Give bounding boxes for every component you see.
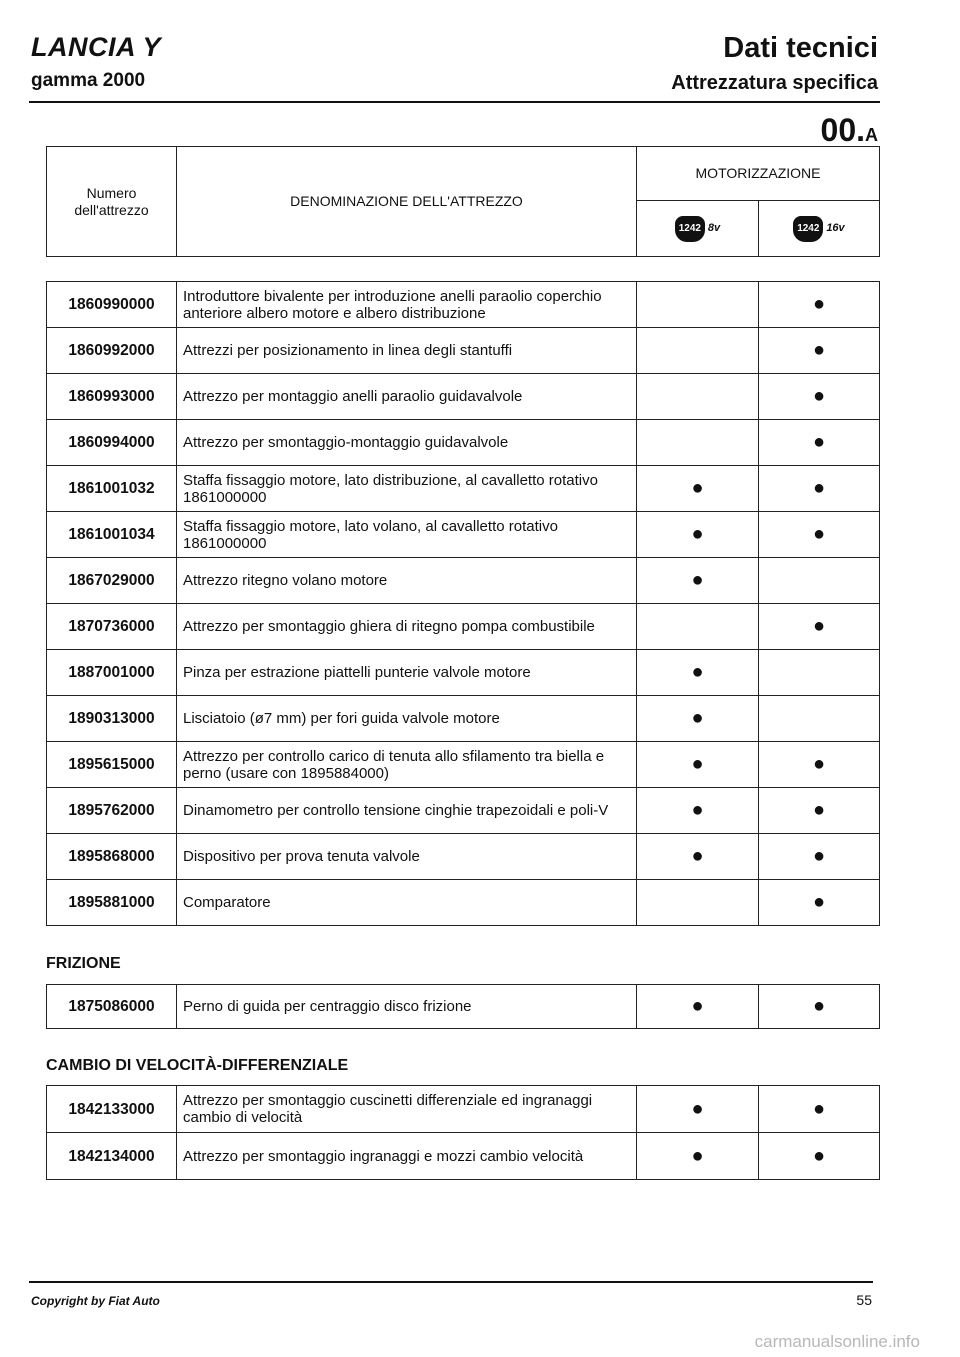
tool-description: Attrezzo ritegno volano motore xyxy=(177,558,637,604)
tool-description: Attrezzi per posizionamento in linea degli stantuffi xyxy=(177,328,637,374)
tool-description: Staffa fissaggio motore, lato volano, al cavalletto rotativo 1861000000 xyxy=(177,512,637,558)
engine-16v-mark: ● xyxy=(759,420,880,466)
table-row xyxy=(47,985,880,1029)
tool-number: 1860994000 xyxy=(47,420,177,466)
tool-description: Introduttore bivalente per introduzione anelli paraolio coperchio anteriore albero motore e albero distribuzione xyxy=(177,282,637,328)
tool-description: Perno di guida per centraggio disco frizione xyxy=(177,985,637,1029)
table-row xyxy=(47,466,880,512)
engine-8v-mark: ● xyxy=(637,788,759,834)
table-row xyxy=(47,742,880,788)
engine-8v-mark: ● xyxy=(637,650,759,696)
tool-number: 1890313000 xyxy=(47,696,177,742)
tool-number: 1860993000 xyxy=(47,374,177,420)
section-frizione-title: FRIZIONE xyxy=(46,955,121,972)
model-range: gamma 2000 xyxy=(31,70,146,91)
tool-number: 1861001032 xyxy=(47,466,177,512)
tool-number: 1895881000 xyxy=(47,880,177,926)
footer-rule xyxy=(29,1281,873,1283)
engine-8v-mark xyxy=(637,880,759,926)
engine-icon: 1242 xyxy=(675,216,705,242)
engine-8v-mark: ● xyxy=(637,466,759,512)
tool-description: Lisciatoio (ø7 mm) per fori guida valvole motore xyxy=(177,696,637,742)
engine-8v-mark: ● xyxy=(637,1133,759,1180)
tool-description: Attrezzo per smontaggio cuscinetti differenziale ed ingranaggi cambio di velocità xyxy=(177,1086,637,1133)
engine-8v-label: 8v xyxy=(707,222,721,234)
tool-number: 1842134000 xyxy=(47,1133,177,1180)
table-row xyxy=(47,558,880,604)
tool-number: 1842133000 xyxy=(47,1086,177,1133)
page-subtitle: Attrezzatura specifica xyxy=(671,72,878,94)
engine-16v-mark: ● xyxy=(759,985,880,1029)
engine-8v-mark xyxy=(637,604,759,650)
engine-8v-mark: ● xyxy=(637,1086,759,1133)
engine-8v-mark: ● xyxy=(637,512,759,558)
tool-number: 1861001034 xyxy=(47,512,177,558)
table-header xyxy=(46,146,880,257)
engine-16v-label: 16v xyxy=(826,222,845,234)
section-code xyxy=(821,112,878,149)
table-row xyxy=(47,1133,880,1180)
tool-description: Pinza per estrazione piattelli punterie valvole motore xyxy=(177,650,637,696)
engine-16v-header xyxy=(759,201,880,257)
engine-16v-mark: ● xyxy=(759,834,880,880)
tool-number: 1867029000 xyxy=(47,558,177,604)
table-row xyxy=(47,788,880,834)
engine-8v-mark xyxy=(637,328,759,374)
tool-description: Dispositivo per prova tenuta valvole xyxy=(177,834,637,880)
engine-16v-mark: ● xyxy=(759,328,880,374)
engine-8v-mark: ● xyxy=(637,985,759,1029)
table-row xyxy=(47,696,880,742)
engine-16v-mark: ● xyxy=(759,742,880,788)
tool-description: Attrezzo per smontaggio-montaggio guidavalvole xyxy=(177,420,637,466)
engine-8v-header xyxy=(637,201,759,257)
tool-description: Attrezzo per smontaggio ghiera di ritegno pompa combustibile xyxy=(177,604,637,650)
section-code-suffix: A xyxy=(865,125,878,145)
copyright: Copyright by Fiat Auto xyxy=(31,1294,160,1308)
engine-16v-mark xyxy=(759,558,880,604)
section-code-number: 00. xyxy=(820,112,865,148)
engine-16v-mark: ● xyxy=(759,788,880,834)
engine-8v-mark xyxy=(637,282,759,328)
tool-number: 1895615000 xyxy=(47,742,177,788)
page-title: Dati tecnici xyxy=(723,32,878,64)
tool-number: 1875086000 xyxy=(47,985,177,1029)
engine-16v-mark xyxy=(759,650,880,696)
brand-title: LANCIA Y xyxy=(31,32,162,62)
engine-16v-mark: ● xyxy=(759,880,880,926)
tool-description: Attrezzo per smontaggio ingranaggi e mozzi cambio velocità xyxy=(177,1133,637,1180)
engine-8v-mark: ● xyxy=(637,558,759,604)
table-row xyxy=(47,834,880,880)
tool-description: Dinamometro per controllo tensione cinghie trapezoidali e poli-V xyxy=(177,788,637,834)
col-engine-header: MOTORIZZAZIONE xyxy=(637,147,880,201)
engine-8v-mark: ● xyxy=(637,834,759,880)
section-cambio-title: CAMBIO DI VELOCITÀ-DIFFERENZIALE xyxy=(46,1057,349,1074)
tool-number: 1887001000 xyxy=(47,650,177,696)
tool-number: 1895762000 xyxy=(47,788,177,834)
frizione-table xyxy=(46,984,880,1029)
tool-number: 1860992000 xyxy=(47,328,177,374)
table-row xyxy=(47,374,880,420)
table-row xyxy=(47,512,880,558)
engine-8v-mark: ● xyxy=(637,696,759,742)
table-row xyxy=(47,282,880,328)
engine-16v-mark: ● xyxy=(759,466,880,512)
col-name-header: DENOMINAZIONE DELL'ATTREZZO xyxy=(177,147,637,257)
engine-8v-mark xyxy=(637,420,759,466)
tool-description: Staffa fissaggio motore, lato distribuzione, al cavalletto rotativo 1861000000 xyxy=(177,466,637,512)
engine-16v-mark: ● xyxy=(759,282,880,328)
tool-number: 1895868000 xyxy=(47,834,177,880)
header-rule xyxy=(29,101,880,103)
table-row xyxy=(47,604,880,650)
tool-description: Comparatore xyxy=(177,880,637,926)
engine-8v-mark: ● xyxy=(637,742,759,788)
page-number: 55 xyxy=(856,1292,872,1308)
table-row xyxy=(47,328,880,374)
table-row xyxy=(47,1086,880,1133)
tool-number: 1870736000 xyxy=(47,604,177,650)
tool-number: 1860990000 xyxy=(47,282,177,328)
tool-description: Attrezzo per montaggio anelli paraolio guidavalvole xyxy=(177,374,637,420)
engine-16v-mark: ● xyxy=(759,1133,880,1180)
tool-description: Attrezzo per controllo carico di tenuta allo sfilamento tra biella e perno (usare con 1895884000) xyxy=(177,742,637,788)
engine-icon: 1242 xyxy=(793,216,823,242)
col-number-header: Numero dell'attrezzo xyxy=(47,147,177,257)
engine-16v-mark xyxy=(759,696,880,742)
watermark: carmanualsonline.info xyxy=(754,1332,920,1351)
table-row xyxy=(47,650,880,696)
engine-16v-mark: ● xyxy=(759,374,880,420)
tools-table xyxy=(46,281,880,926)
engine-16v-mark: ● xyxy=(759,512,880,558)
table-row xyxy=(47,880,880,926)
table-row xyxy=(47,420,880,466)
cambio-table xyxy=(46,1085,880,1180)
engine-16v-mark: ● xyxy=(759,604,880,650)
engine-8v-mark xyxy=(637,374,759,420)
engine-16v-mark: ● xyxy=(759,1086,880,1133)
